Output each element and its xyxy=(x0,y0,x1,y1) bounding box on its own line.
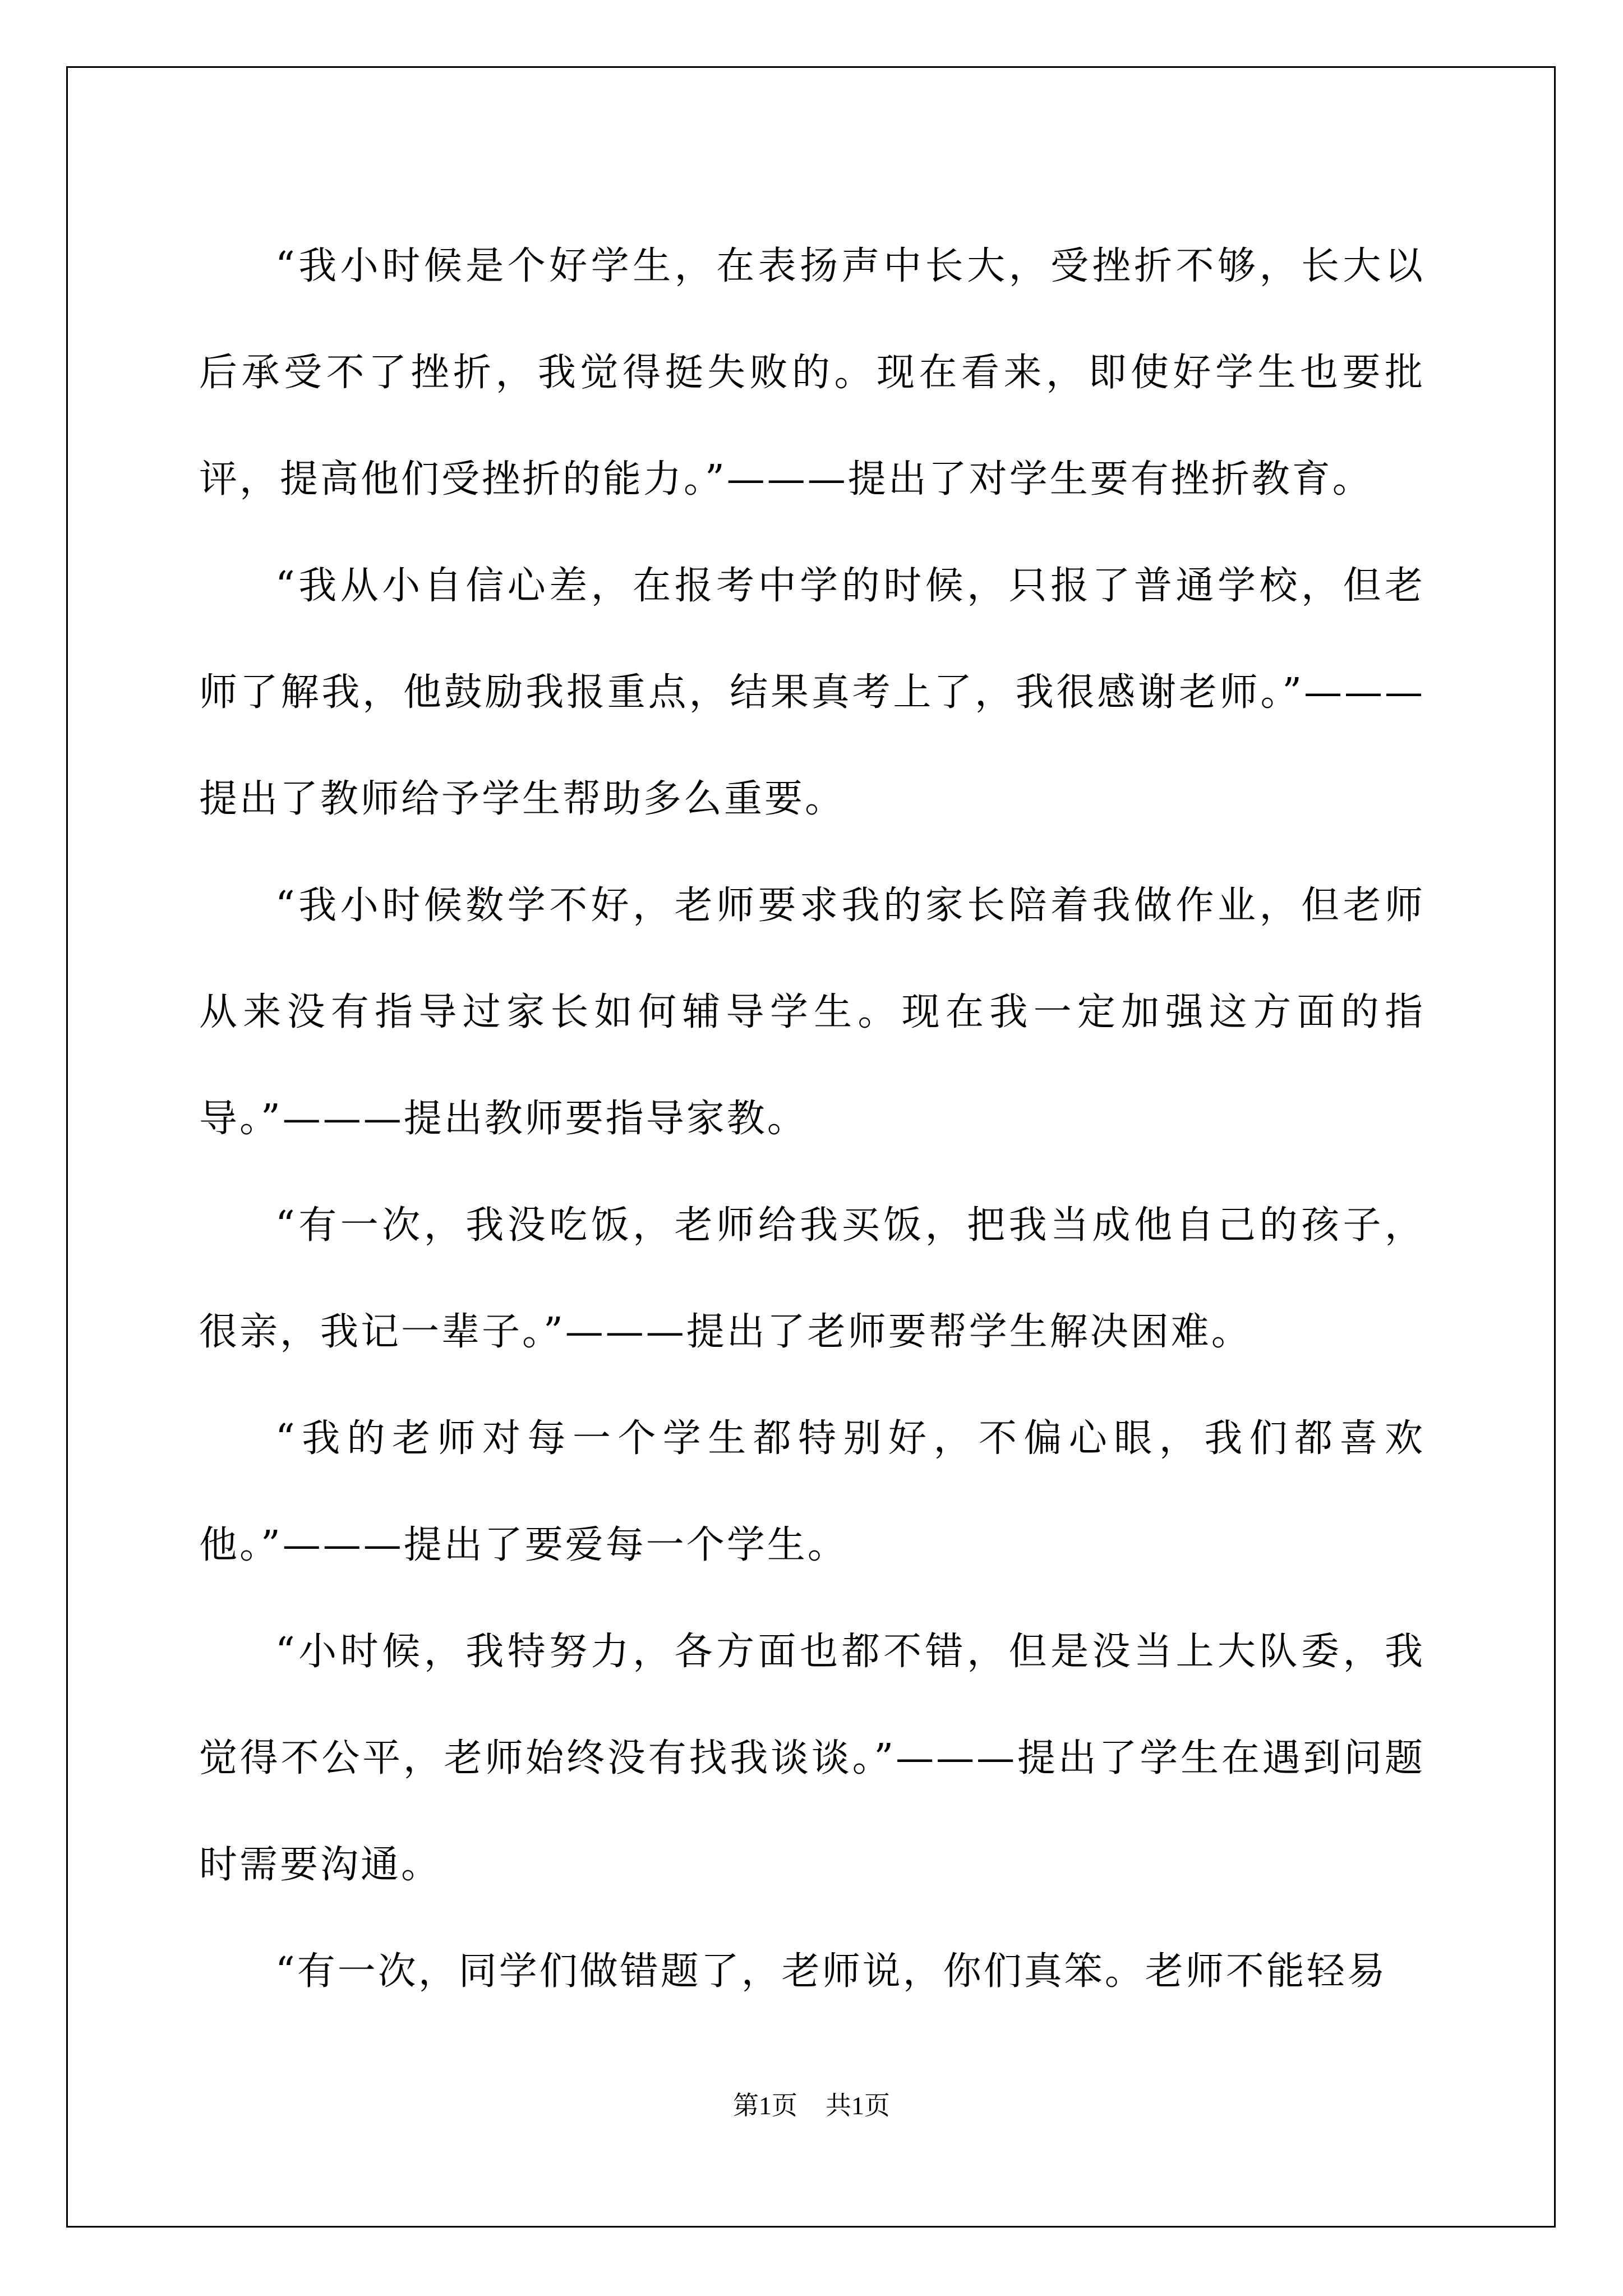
paragraph-2: “我从小自信心差，在报考中学的时候，只报了普通学校，但老师了解我，他鼓励我报重点，结果真考上了，我很感谢老师。”———提出了教师给予学生帮助多么重要。 xyxy=(199,564,1425,821)
page-footer xyxy=(0,2085,1623,2122)
paragraph-6: “小时候，我特努力，各方面也都不错，但是没当上大队委，我觉得不公平，老师始终没有找我谈谈。”———提出了学生在遇到问题时需要沟通。 xyxy=(199,1630,1425,1887)
paragraph-1: “我小时候是个好学生，在表扬声中长大，受挫折不够，长大以后承受不了挫折，我觉得挺失败的。现在看来，即使好学生也要批评，提高他们受挫折的能力。”———提出了对学生要有挫折教育。 xyxy=(199,244,1425,501)
paragraph-3: “我小时候数学不好，老师要求我的家长陪着我做作业，但老师从来没有指导过家长如何辅导学生。现在我一定加强这方面的指导。”———提出教师要指导家教。 xyxy=(199,884,1425,1141)
page-number-total: 共1页 xyxy=(826,2091,890,2120)
page-number-current: 第1页 xyxy=(733,2091,797,2120)
paragraph-7: “有一次，同学们做错题了，老师说，你们真笨。老师不能轻易 xyxy=(275,1949,1387,1994)
document-body xyxy=(199,213,1425,2025)
paragraph-4: “有一次，我没吃饭，老师给我买饭，把我当成他自己的孩子，很亲，我记一辈子。”———提出了老师要帮学生解决困难。 xyxy=(199,1203,1425,1354)
paragraph-5: “我的老师对每一个学生都特别好，不偏心眼，我们都喜欢他。”———提出了要爱每一个学生。 xyxy=(199,1416,1425,1567)
